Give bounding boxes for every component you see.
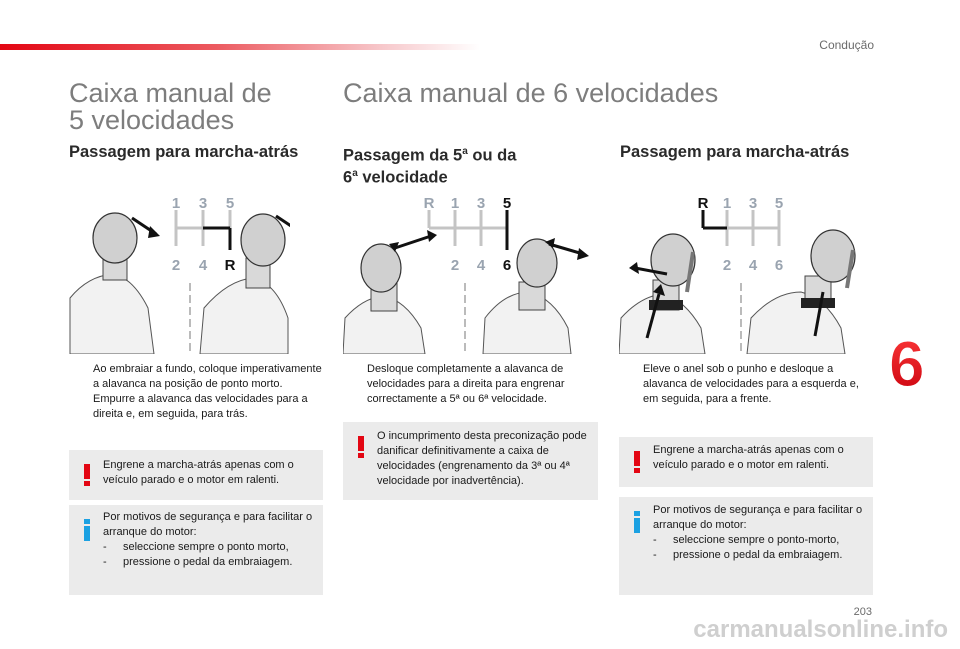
gear-label: 4	[198, 257, 208, 274]
col2-subtitle: Passagem da 5$^a$ ou da 6$^a$ velocidade	[343, 146, 517, 186]
gear-label: R	[423, 195, 435, 212]
list-item: Ao embraiar a fundo, coloque imperativamente a alavanca na posição de ponto morto.	[93, 363, 322, 390]
gear-label: 2	[450, 257, 460, 274]
col1-title-line2: 5 velocidades	[69, 105, 235, 135]
col1-subtitle: Passagem para marcha-atrás	[69, 143, 299, 161]
main-title: Caixa manual de 6 velocidades	[343, 78, 719, 108]
col1-instructions	[69, 362, 324, 422]
gear-knob-left	[70, 213, 160, 354]
list-item: - seleccione sempre o ponto-morto,	[653, 534, 840, 546]
header-red-bar	[0, 44, 480, 50]
gearshift-5-illustration	[68, 188, 290, 354]
warning-icon	[83, 464, 91, 491]
gear-label: 1	[450, 195, 460, 212]
gear-knob-right	[483, 238, 589, 354]
list-item: - seleccione sempre o ponto morto,	[103, 541, 289, 553]
gear-label: 4	[748, 257, 758, 274]
info-intro: Por motivos de segurança e para facilitar o arranque do motor:	[653, 504, 863, 531]
col3-warning-box: Engrene a marcha-atrás apenas com o veículo parado e o motor em ralenti.	[619, 437, 873, 487]
gearshift-6-illustration	[343, 188, 598, 354]
section-title: Condução	[819, 38, 874, 52]
gear-label: 3	[748, 195, 758, 212]
warning-icon	[357, 436, 365, 463]
gear-label: 5	[225, 195, 235, 212]
gear-knob-right	[747, 230, 855, 354]
list-item: Desloque completamente a alavanca de velocidades para a direita para engrenar correctamente a 5ª ou 6ª velocidade.	[367, 363, 565, 405]
warning-icon	[633, 451, 641, 478]
list-item: - pressione o pedal da embraiagem.	[653, 549, 843, 561]
gearshift-reverse-illustration	[619, 188, 874, 354]
info-icon	[83, 519, 91, 546]
col3-instructions	[619, 362, 874, 407]
gear-label: 1	[171, 195, 181, 212]
col1-info-box	[69, 505, 323, 595]
list-item: Empurre a alavanca das velocidades para a direita e, em seguida, para trás.	[93, 393, 308, 420]
gear-knob-left	[343, 230, 437, 354]
info-icon	[633, 511, 641, 538]
gear-label: 5	[774, 195, 784, 212]
gear-label: 2	[171, 257, 181, 274]
col2-illustration	[343, 188, 598, 359]
chapter-number: 6	[889, 328, 925, 400]
col1-title	[69, 80, 272, 134]
gear-label: 2	[722, 257, 732, 274]
gear-knob-left	[619, 234, 705, 354]
col2-warning-box: O incumprimento desta preconização pode danificar definitivamente a caixa de velocidades (engrenamento da 3ª ou 4ª velocidade por inadvertência).	[343, 422, 598, 500]
gear-knob-right	[200, 214, 290, 354]
gear-label: 6	[502, 257, 512, 274]
gear-label: 3	[476, 195, 486, 212]
col1-title-line1: Caixa manual de	[69, 78, 272, 108]
info-intro: Por motivos de segurança e para facilitar o arranque do motor:	[103, 511, 313, 538]
chapter-tab	[885, 326, 960, 406]
list-item: Eleve o anel sob o punho e desloque a alavanca de velocidades para a esquerda e, em seguida, para a frente.	[643, 363, 859, 405]
page-number: 203	[853, 606, 872, 618]
col3-illustration	[619, 188, 874, 359]
col2-instructions	[343, 362, 598, 407]
col3-info-box	[619, 497, 873, 595]
col3-subtitle: Passagem para marcha-atrás	[620, 143, 850, 161]
gear-label: R	[224, 257, 236, 274]
col1-warning-box: Engrene a marcha-atrás apenas com o veículo parado e o motor em ralenti.	[69, 450, 323, 500]
gear-label: 5	[502, 195, 512, 212]
gear-label: 6	[774, 257, 784, 274]
gear-label: R	[697, 195, 709, 212]
col1-illustration	[68, 188, 290, 359]
watermark[interactable]: carmanualsonline.info	[693, 616, 948, 643]
list-item: - pressione o pedal da embraiagem.	[103, 556, 293, 568]
gear-label: 4	[476, 257, 486, 274]
gear-label: 3	[198, 195, 208, 212]
gear-label: 1	[722, 195, 732, 212]
